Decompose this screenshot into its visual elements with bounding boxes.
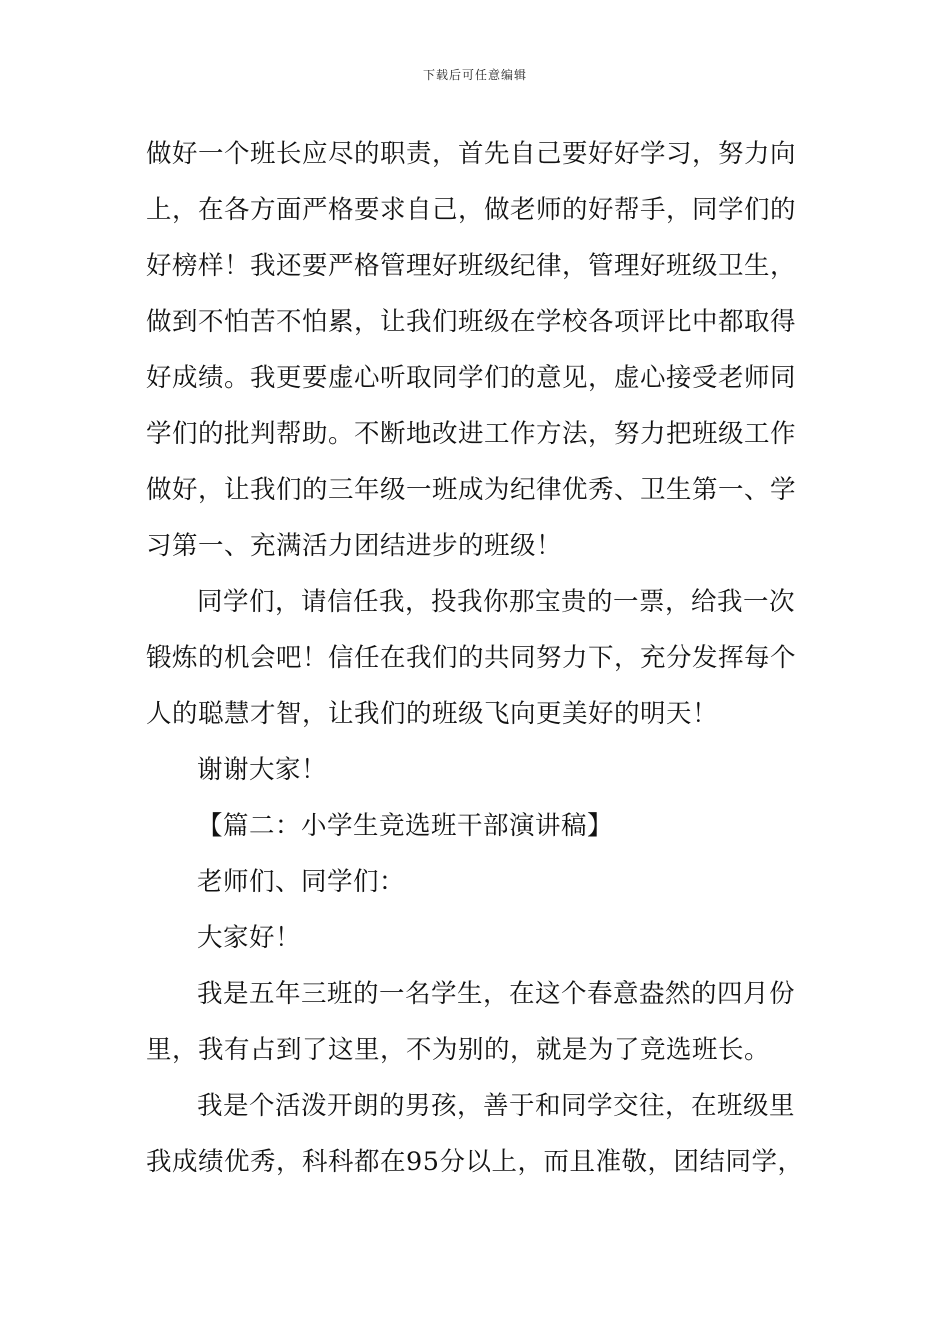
text-line: 大家好！: [197, 923, 302, 953]
page-header: 下载后可任意编辑: [422, 68, 527, 82]
text-line: 好成绩。我更要虚心听取同学们的意见，虚心接受老师同: [146, 363, 797, 393]
text-line: 好榜样！我还要严格管理好班级纪律，管理好班级卫生，: [146, 251, 797, 281]
text-line: 谢谢大家！: [197, 755, 328, 785]
text-line: 人的聪慧才智，让我们的班级飞向更美好的明天！: [146, 699, 719, 729]
text-line: 上，在各方面严格要求自己，做老师的好帮手，同学们的: [146, 195, 797, 225]
document-body: [146, 126, 810, 1190]
text-line: 同学们，请信任我，投我你那宝贵的一票，给我一次: [197, 587, 796, 617]
text-line: 我是个活泼开朗的男孩，善于和同学交往，在班级里: [197, 1091, 796, 1121]
section-heading: 【篇二：小学生竞选班干部演讲稿】: [197, 811, 614, 841]
text-line: 习第一、充满活力团结进步的班级！: [146, 531, 563, 561]
text-line: 我是五年三班的一名学生，在这个春意盎然的四月份: [197, 979, 796, 1009]
text-line: 老师们、同学们：: [197, 867, 406, 897]
text-line: 我成绩优秀，科科都在95分以上，而且准敬，团结同学，: [146, 1147, 804, 1177]
text-line: 做好一个班长应尽的职责，首先自己要好好学习，努力向: [146, 139, 797, 169]
text-line: 里，我有占到了这里，不为别的，就是为了竞选班长。: [146, 1035, 771, 1065]
text-line: 学们的批判帮助。不断地改进工作方法，努力把班级工作: [146, 419, 797, 449]
text-line: 做到不怕苦不怕累，让我们班级在学校各项评比中都取得: [146, 307, 797, 337]
text-line: 做好，让我们的三年级一班成为纪律优秀、卫生第一、学: [146, 475, 797, 505]
text-line: 锻炼的机会吧！信任在我们的共同努力下，充分发挥每个: [146, 643, 797, 673]
